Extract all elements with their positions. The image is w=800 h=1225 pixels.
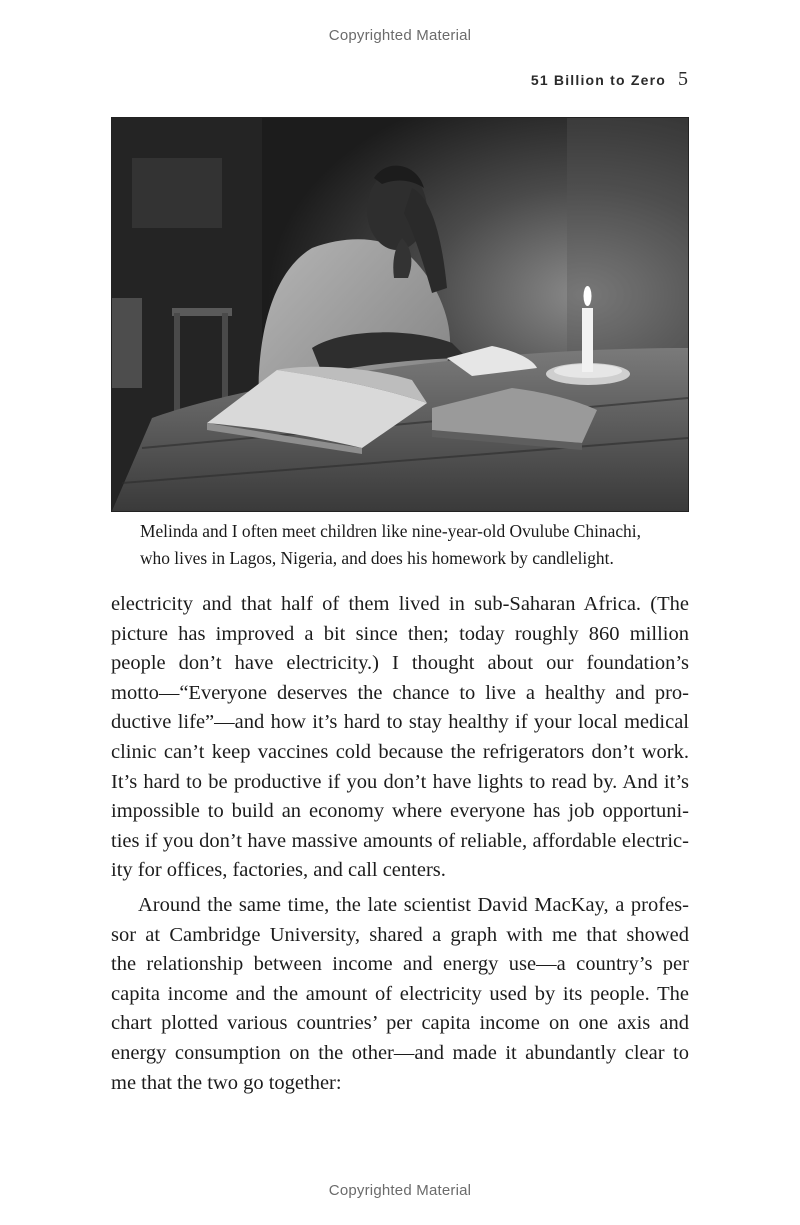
text-line: the relationship between income and energy use—a country’s per	[111, 953, 689, 976]
paragraph-2	[111, 891, 689, 1098]
caption-line: Melinda and I often meet children like nine-year-old Ovulube Chinachi,	[140, 521, 641, 541]
text-line: chart plotted various countries’ per capita income on one axis and	[111, 1012, 689, 1035]
page-number: 5	[678, 68, 688, 90]
text-line: clinic can’t keep vaccines cold because the refrigerators don’t work.	[111, 740, 689, 763]
copyright-watermark-top: Copyrighted Material	[328, 27, 472, 44]
photo-boy-reading-by-candlelight	[111, 117, 689, 512]
text-line: ties if you don’t have massive amounts of reliable, affordable electric-	[111, 829, 689, 852]
text-line: people don’t have electricity.) I thought about our foundation’s	[111, 652, 689, 675]
body-text	[111, 590, 689, 1098]
text-line: ductive life”—and how it’s hard to stay healthy if your local medical	[111, 711, 689, 734]
caption-line: who lives in Lagos, Nigeria, and does his homework by candlelight.	[140, 548, 614, 568]
copyright-watermark-bottom: Copyrighted Material	[328, 1182, 472, 1199]
text-line: motto—“Everyone deserves the chance to live a healthy and pro-	[111, 681, 689, 704]
text-line: energy consumption on the other—and made it abundantly clear to	[111, 1041, 689, 1064]
text-line: sor at Cambridge University, shared a graph with me that showed	[111, 923, 689, 946]
text-line: impossible to build an economy where everyone has job opportuni-	[111, 800, 689, 823]
text-line: electricity and that half of them lived in sub-Saharan Africa. (The	[111, 593, 689, 615]
text-line: It’s hard to be productive if you don’t have lights to read by. And it’s	[111, 770, 689, 793]
chapter-title: 51 Billion to Zero	[530, 72, 666, 88]
text-line: ity for offices, factories, and call centers.	[111, 859, 446, 882]
running-head	[531, 68, 688, 91]
figure-caption	[140, 518, 700, 572]
wall-window	[132, 158, 222, 228]
text-line: Around the same time, the late scientist David MacKay, a profes-	[138, 893, 689, 916]
text-line: capita income and the amount of electricity used by its people. The	[111, 982, 689, 1005]
text-line: me that the two go together:	[111, 1071, 342, 1094]
photo-illustration	[112, 118, 688, 511]
paragraph-1	[111, 590, 689, 886]
text-line: picture has improved a bit since then; today roughly 860 million	[111, 622, 689, 645]
